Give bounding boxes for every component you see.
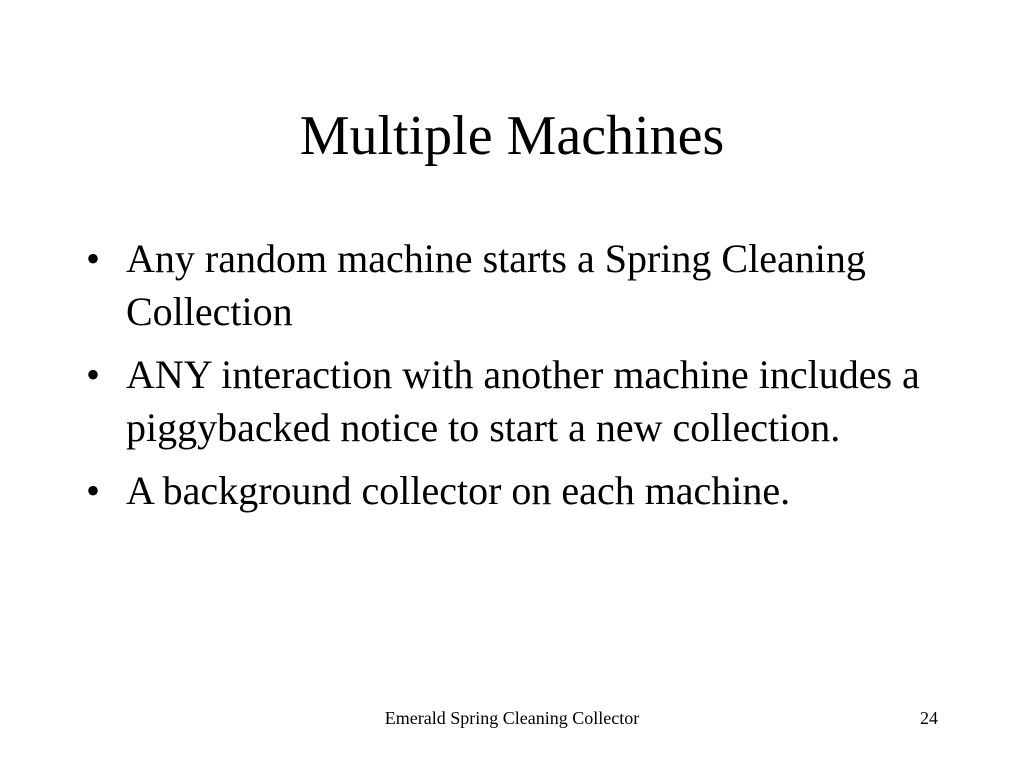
bullet-icon: • [86, 236, 101, 281]
bullet-text: A background collector on each machine. [126, 468, 791, 513]
footer-text: Emerald Spring Cleaning Collector [384, 708, 640, 728]
bullet-text: Any random machine starts a Spring Cleaning Collection [126, 236, 866, 334]
bullet-item [86, 348, 966, 454]
bullet-item [86, 464, 966, 517]
bullet-icon: • [86, 468, 101, 513]
bullet-icon: • [86, 352, 101, 397]
bullet-text: ANY interaction with another machine includes a piggybacked notice to start a new collection. [126, 352, 920, 450]
bullet-item [86, 232, 966, 338]
page-number: 24 [920, 708, 938, 728]
slide-title: Multiple Machines [299, 105, 725, 167]
bullet-list [86, 232, 966, 527]
